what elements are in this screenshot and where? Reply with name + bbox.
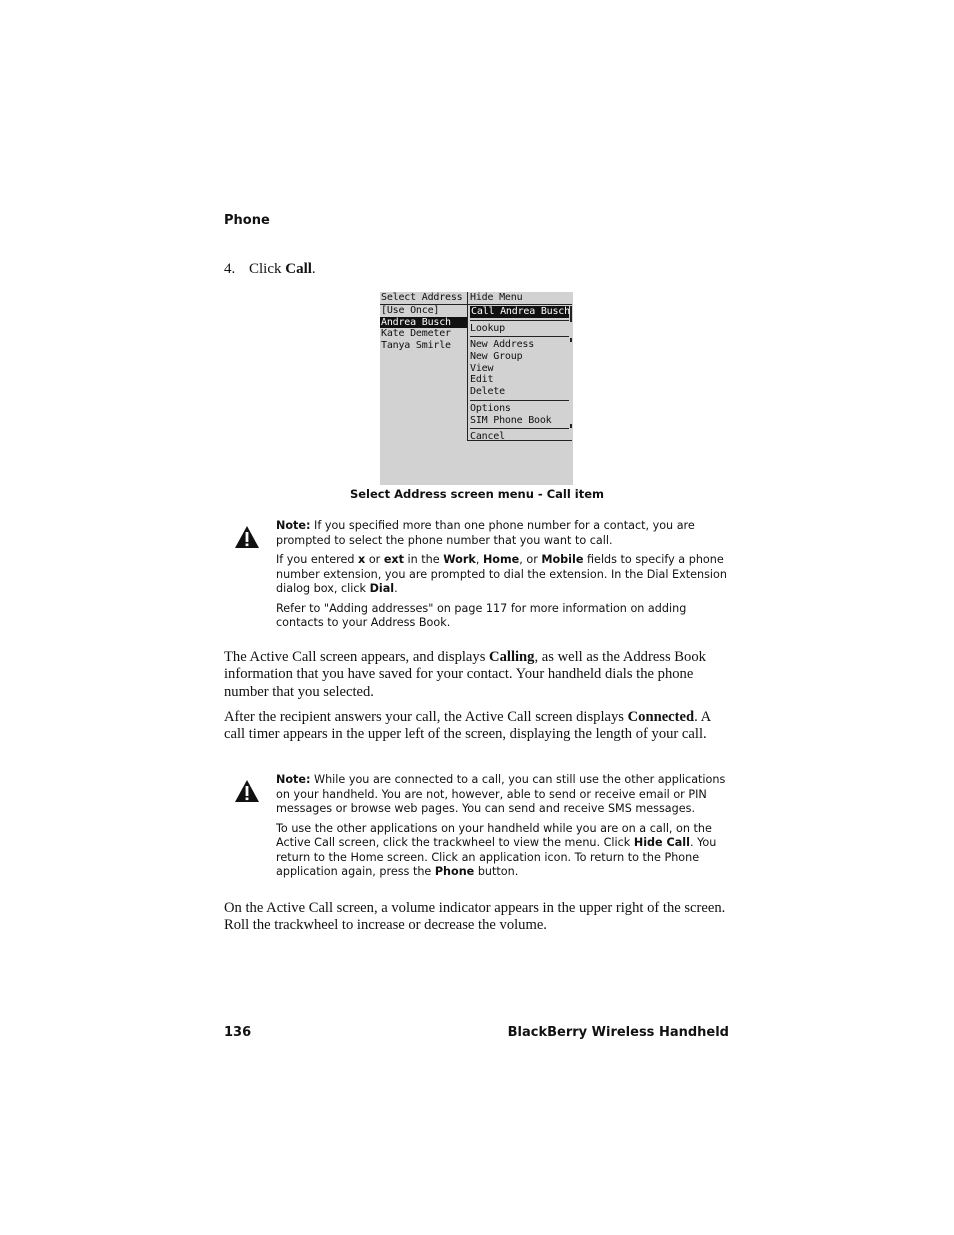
- menu-scroll-mark: [570, 424, 572, 428]
- body-paragraph-connected: [224, 709, 729, 744]
- select-address-pane: [380, 292, 469, 352]
- text-run: or: [365, 553, 384, 566]
- text-run: in the: [403, 553, 444, 566]
- text-run: , or: [519, 553, 542, 566]
- note-other-applications: [276, 773, 728, 885]
- text-run: fields to specify a phone number extension, you are prompted to dial the extension. In the Dial Extension dialog box, click: [276, 553, 727, 595]
- menu-separator: [470, 428, 569, 429]
- device-menu: [467, 292, 572, 441]
- menu-item-new-address: New Address: [470, 339, 535, 351]
- text-run: After the recipient answers your call, the Active Call screen displays: [224, 709, 628, 725]
- note2-paragraph: [276, 773, 728, 817]
- address-item: Kate Demeter: [381, 328, 451, 340]
- page-number: 136: [224, 1025, 252, 1040]
- figure-caption: Select Address screen menu - Call item: [349, 487, 605, 501]
- bold-term: Calling: [489, 649, 535, 665]
- body-paragraph-volume: On the Active Call screen, a volume indicator appears in the upper right of the screen. Roll the trackwheel to increase or decrease the volume.: [224, 900, 726, 934]
- step-bold: Call: [285, 261, 312, 277]
- menu-item-sim-phone-book: SIM Phone Book: [470, 414, 552, 426]
- text-run: The Active Call screen appears, and displays: [224, 649, 490, 665]
- menu-separator: [470, 320, 569, 321]
- menu-item-lookup: Lookup: [470, 322, 505, 334]
- menu-item-options: Options: [470, 402, 511, 414]
- note2-text: While you are connected to a call, you can still use the other applications on your handheld. You are not, however, able to send or receive email or PIN messages or browse web pages. You can send and receive SMS messages.: [276, 773, 726, 815]
- menu-item-cancel: Cancel: [470, 431, 505, 443]
- text-run: button.: [474, 865, 519, 878]
- bold-term: ext: [383, 553, 404, 566]
- address-item-use-once: [Use Once]: [381, 305, 440, 316]
- bold-term: Mobile: [541, 553, 584, 566]
- text-run: ,: [475, 553, 483, 566]
- section-title: Phone: [224, 213, 270, 228]
- note1-paragraph: [276, 519, 728, 548]
- device-screenshot: [380, 292, 573, 485]
- warning-icon: [234, 525, 260, 549]
- step-period: .: [311, 261, 316, 277]
- text-run: .: [394, 582, 398, 595]
- menu-scroll-mark: [570, 306, 572, 322]
- address-item: Tanya Smirle: [381, 340, 451, 352]
- menu-item-call-selected: Call Andrea Busch: [471, 306, 570, 317]
- bold-term: x: [358, 553, 366, 566]
- menu-item-hide-menu: Hide Menu: [468, 292, 572, 305]
- bold-term: Work: [443, 553, 476, 566]
- note1-paragraph: [276, 553, 728, 597]
- menu-item-edit: Edit: [470, 374, 494, 386]
- body-paragraph-calling: [224, 649, 729, 701]
- step-4: [224, 261, 316, 278]
- menu-item-view: View: [470, 362, 494, 374]
- bold-term: Home: [482, 553, 520, 566]
- bold-term: Hide Call: [633, 836, 690, 849]
- menu-item-new-group: New Group: [470, 351, 523, 363]
- note1-text: If you specified more than one phone number for a contact, you are prompted to select the phone number that you want to call.: [276, 519, 695, 547]
- bold-term: Connected: [627, 709, 695, 725]
- note-multiple-numbers: [276, 519, 728, 636]
- address-item-selected: Andrea Busch: [380, 317, 469, 329]
- note-label: Note:: [276, 773, 311, 786]
- note-label: Note:: [276, 519, 311, 532]
- step-number: 4.: [224, 261, 236, 277]
- text-run: . A call timer appears in the upper left of the screen, displaying the length of your call.: [224, 709, 711, 743]
- text-run: If you entered: [276, 553, 359, 566]
- select-address-title: Select Address: [380, 292, 469, 305]
- warning-icon: [234, 779, 260, 803]
- step-text: Click: [249, 261, 286, 277]
- menu-separator: [470, 400, 569, 401]
- menu-separator: [470, 336, 569, 337]
- menu-scroll-mark: [570, 338, 572, 342]
- text-run: , as well as the Address Book information that you have saved for your contact. Your handheld dials the phone number that you selected.: [224, 649, 706, 700]
- bold-term: Phone: [434, 865, 475, 878]
- text-run: . You return to the Home screen. Click an application icon. To return to the Phone application again, press the: [276, 836, 717, 878]
- menu-item-delete: Delete: [470, 386, 505, 398]
- footer-title: BlackBerry Wireless Handheld: [507, 1025, 729, 1040]
- bold-term: Dial: [369, 582, 395, 595]
- note2-paragraph: [276, 822, 728, 880]
- note1-paragraph: Refer to "Adding addresses" on page 117 for more information on adding contacts to your Address Book.: [276, 601, 687, 629]
- text-run: To use the other applications on your handheld while you are on a call, on the Active Call screen, click the trackwheel to view the menu. Click: [276, 821, 712, 849]
